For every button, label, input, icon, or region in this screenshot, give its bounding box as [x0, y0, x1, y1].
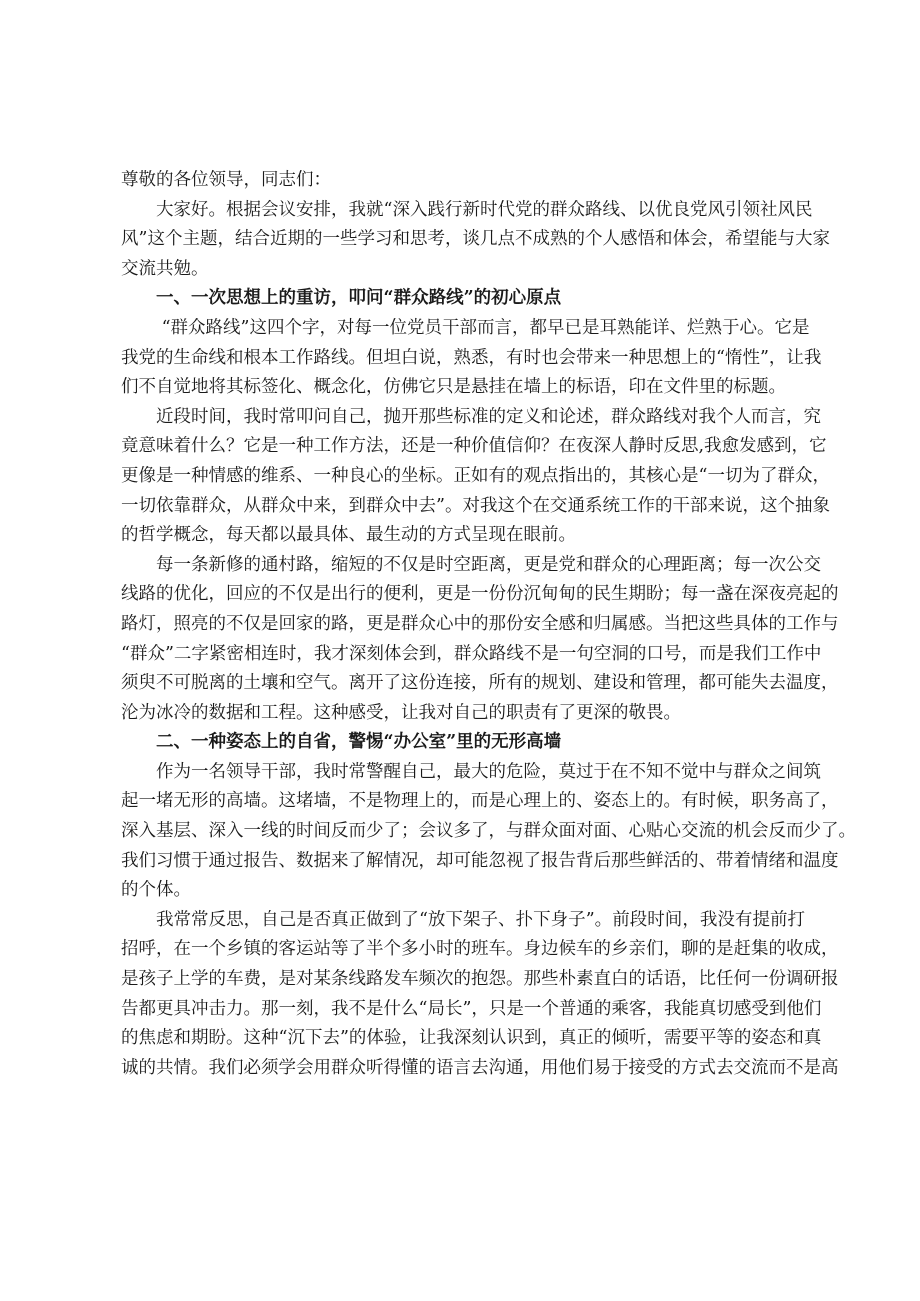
paragraph-line: 的个体。 [121, 880, 191, 901]
paragraph-2 [121, 403, 830, 551]
paragraph-5 [121, 906, 839, 1084]
paragraph-4 [121, 758, 856, 906]
paragraph-line: 告都更具冲击力。那一刻，我不是什么“局长”，只是一个普通的乘客，我能真切感受到他们 [121, 998, 822, 1019]
paragraph-line: 更像是一种情感的维系、一种良心的坐标。正如有的观点指出的，其核心是“一切为了群众， [121, 465, 830, 486]
paragraph-line: 作为一名领导干部，我时常警醒自己，最大的危险，莫过于在不知不觉中与群众之间筑 [156, 761, 821, 782]
paragraph-3 [121, 551, 839, 729]
paragraph-line: 大家好。根据会议安排，我就“深入践行新时代党的群众路线、以优良党风引领社风民 [156, 199, 813, 220]
paragraph-line: 是孩子上学的车费，是对某条线路发车频次的抱怨。那些朴素直白的话语，比任何一份调研报 [121, 969, 839, 990]
paragraph-line: “群众路线”这四个字，对每一位党员干部而言，都早已是耳熟能详、烂熟于心。它是 [156, 317, 810, 338]
paragraph-line: 每一条新修的通村路，缩短的不仅是时空距离，更是党和群众的心理距离；每一次公交 [156, 554, 821, 575]
paragraph-line: 路灯，照亮的不仅是回家的路，更是群众心中的那份安全感和归属感。当把这些具体的工作与 [121, 613, 839, 634]
intro-paragraph [121, 196, 830, 285]
paragraph-line: 近段时间，我时常叩问自己，抛开那些标准的定义和论述，群众路线对我个人而言，究 [156, 406, 821, 427]
paragraph-line: 我常常反思，自己是否真正做到了“放下架子、扑下身子”。前段时间，我没有提前打 [156, 909, 805, 930]
paragraph-line: 我们习惯于通过报告、数据来了解情况，却可能忽视了报告背后那些鲜活的、带着情绪和温度 [121, 850, 839, 871]
paragraph-line: 起一堵无形的高墙。这堵墙，不是物理上的，而是心理上的、姿态上的。有时候，职务高了， [121, 791, 839, 812]
paragraph-line: 交流共勉。 [121, 258, 209, 279]
paragraph-line: “群众”二字紧密相连时，我才深刻体会到，群众路线不是一句空洞的口号，而是我们工作中 [121, 643, 822, 664]
paragraph-line: 招呼，在一个乡镇的客运站等了半个多小时的班车。身边候车的乡亲们，聊的是赶集的收成， [121, 939, 839, 960]
paragraph-line: 们不自觉地将其标签化、概念化，仿佛它只是悬挂在墙上的标语，印在文件里的标题。 [121, 377, 786, 398]
paragraph-line: 沦为冰冷的数据和工程。这种感受，让我对自己的职责有了更深的敬畏。 [121, 702, 681, 723]
paragraph-line: 我党的生命线和根本工作路线。但坦白说，熟悉，有时也会带来一种思想上的“惰性”，让我 [121, 347, 822, 368]
document-body [121, 166, 856, 1083]
paragraph-line: 一切依靠群众，从群众中来，到群众中去”。对我这个在交通系统工作的干部来说，这个抽象 [121, 495, 830, 516]
paragraph-line: 诚的共情。我们必须学会用群众听得懂的语言去沟通，用他们易于接受的方式去交流而不是高 [121, 1057, 839, 1078]
section-heading-1: 一、一次思想上的重访，叩问“群众路线”的初心原点 [156, 288, 562, 309]
salutation: 尊敬的各位领导，同志们： [121, 170, 331, 190]
paragraph-line: 的焦虑和期盼。这种“沉下去”的体验，让我深刻认识到，真正的倾听，需要平等的姿态和真 [121, 1028, 822, 1049]
paragraph-line: 风”这个主题，结合近期的一些学习和思考，谈几点不成熟的个人感悟和体会，希望能与大家 [121, 229, 830, 250]
paragraph-line: 竟意味着什么？它是一种工作方法，还是一种价值信仰？在夜深人静时反思,我愈发感到，它 [121, 436, 827, 457]
paragraph-line: 深入基层、深入一线的时间反而少了；会议多了，与群众面对面、心贴心交流的机会反而少了。 [121, 821, 856, 842]
paragraph-line: 的哲学概念，每天都以最具体、最生动的方式呈现在眼前。 [121, 525, 576, 546]
paragraph-line: 须臾不可脱离的土壤和空气。离开了这份连接，所有的规划、建设和管理，都可能失去温度， [121, 673, 839, 694]
section-heading-2: 二、一种姿态上的自省，警惕“办公室”里的无形高墙 [156, 732, 562, 753]
paragraph-line: 线路的优化，回应的不仅是出行的便利，更是一份份沉甸甸的民生期盼；每一盏在深夜亮起的 [121, 584, 839, 605]
paragraph-1 [121, 314, 822, 403]
